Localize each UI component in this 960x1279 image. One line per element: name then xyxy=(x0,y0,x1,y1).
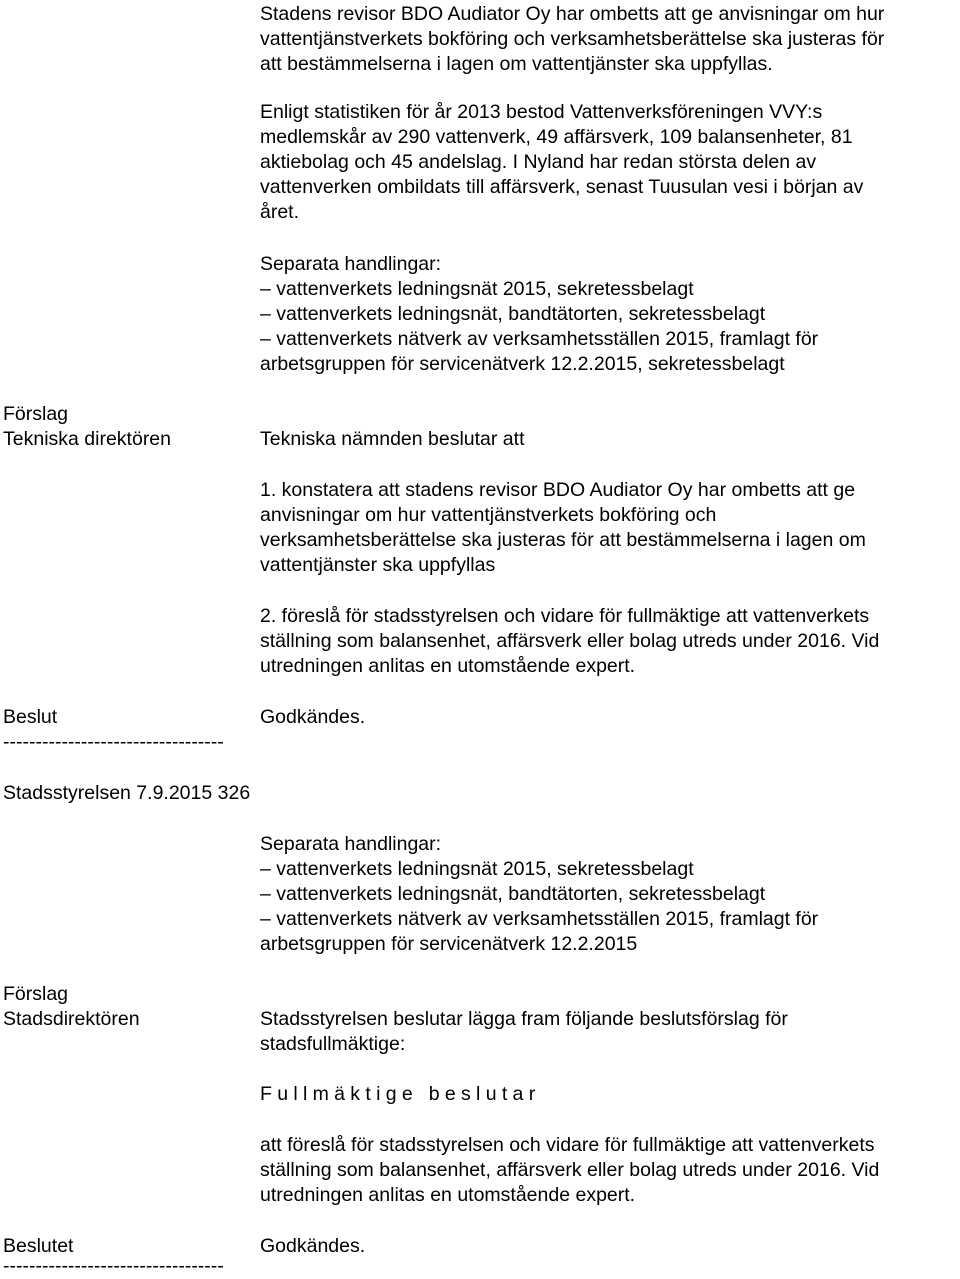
attachments-list xyxy=(260,252,960,377)
attachment-item: – vattenverkets ledningsnät 2015, sekretessbelagt xyxy=(260,278,694,300)
decision-value: Godkändes. xyxy=(260,1235,366,1257)
proposal-intro xyxy=(260,427,960,452)
decision-label: Beslut xyxy=(3,706,58,728)
attachment-item: – vattenverkets ledningsnät 2015, sekretessbelagt xyxy=(260,858,694,880)
text-line: 2. föreslå för stadsstyrelsen och vidare för fullmäktige att vattenverkets xyxy=(260,605,870,627)
text-line: anvisningar om hur vattentjänstverkets bokföring och xyxy=(260,504,717,526)
text-line: Enligt statistiken för år 2013 bestod Vattenverksföreningen VVY:s xyxy=(260,101,823,123)
proposal-label xyxy=(3,982,140,1032)
text-line: utredningen anlitas en utomstående expert. xyxy=(260,655,636,677)
text-line: Tekniska nämnden beslutar att xyxy=(260,428,525,450)
label-line: Tekniska direktören xyxy=(3,428,171,450)
text-line: Stadens revisor BDO Audiator Oy har ombetts att ge anvisningar om hur xyxy=(260,3,885,25)
text-line: utredningen anlitas en utomstående expert. xyxy=(260,1184,636,1206)
attachment-item: – vattenverkets nätverk av verksamhetsställen 2015, framlagt för xyxy=(260,328,819,350)
attachment-item: – vattenverkets ledningsnät, bandtätorten, sekretessbelagt xyxy=(260,303,766,325)
text-line: aktiebolag och 45 andelslag. I Nyland har redan största delen av xyxy=(260,151,817,173)
separator-line: ---------------------------------- xyxy=(3,1255,224,1277)
attachment-item: arbetsgruppen för servicenätverk 12.2.2015 xyxy=(260,933,638,955)
text-line: att bestämmelserna i lagen om vattentjänster ska uppfyllas. xyxy=(260,53,773,75)
text-line: att föreslå för stadsstyrelsen och vidare för fullmäktige att vattenverkets xyxy=(260,1134,875,1156)
text-line: vattenverken ombildats till affärsverk, senast Tuusulan vesi i början av xyxy=(260,176,864,198)
attachment-item: arbetsgruppen för servicenätverk 12.2.2015, sekretessbelagt xyxy=(260,353,785,375)
label-line: Förslag xyxy=(3,983,69,1005)
section-number: 326 xyxy=(217,782,251,804)
attachments-list xyxy=(260,832,960,957)
attachment-item: – vattenverkets nätverk av verksamhetsställen 2015, framlagt för xyxy=(260,908,819,930)
meeting-title: Stadsstyrelsen 7.9.2015 xyxy=(3,782,213,804)
text-line: 1. konstatera att stadens revisor BDO Audiator Oy har ombetts att ge xyxy=(260,479,856,501)
paragraph-revisor xyxy=(260,2,960,77)
text-line: medlemskår av 290 vattenverk, 49 affärsverk, 109 balansenheter, 81 xyxy=(260,126,853,148)
text-line: ställning som balansenhet, affärsverk eller bolag utreds under 2016. Vid xyxy=(260,1159,880,1181)
label-line: Stadsdirektören xyxy=(3,1008,140,1030)
text-line: året. xyxy=(260,201,300,223)
section-heading xyxy=(3,781,250,806)
separator-line: ---------------------------------- xyxy=(3,731,224,753)
text-line: ställning som balansenhet, affärsverk eller bolag utreds under 2016. Vid xyxy=(260,630,880,652)
decision-value: Godkändes. xyxy=(260,706,366,728)
label-line: Förslag xyxy=(3,403,69,425)
proposal-label xyxy=(3,402,171,452)
text-line: vattentjänstverkets bokföring och verksamhetsberättelse ska justeras för xyxy=(260,28,885,50)
text-line: stadsfullmäktige: xyxy=(260,1033,406,1055)
decision-label: Beslutet xyxy=(3,1235,74,1257)
proposal-item-1 xyxy=(260,478,960,578)
attachments-heading: Separata handlingar: xyxy=(260,833,442,855)
text-line: verksamhetsberättelse ska justeras för att bestämmelserna i lagen om xyxy=(260,529,866,551)
text-line: Stadsstyrelsen beslutar lägga fram följande beslutsförslag för xyxy=(260,1008,788,1030)
council-heading: Fullmäktige beslutar xyxy=(260,1083,541,1105)
proposal-text xyxy=(260,1007,960,1057)
text-line: vattentjänster ska uppfyllas xyxy=(260,554,496,576)
attachment-item: – vattenverkets ledningsnät, bandtätorten, sekretessbelagt xyxy=(260,883,766,905)
paragraph-statistics xyxy=(260,100,960,225)
proposal-item-2 xyxy=(260,604,960,679)
attachments-heading: Separata handlingar: xyxy=(260,253,442,275)
council-decision-text xyxy=(260,1133,960,1208)
